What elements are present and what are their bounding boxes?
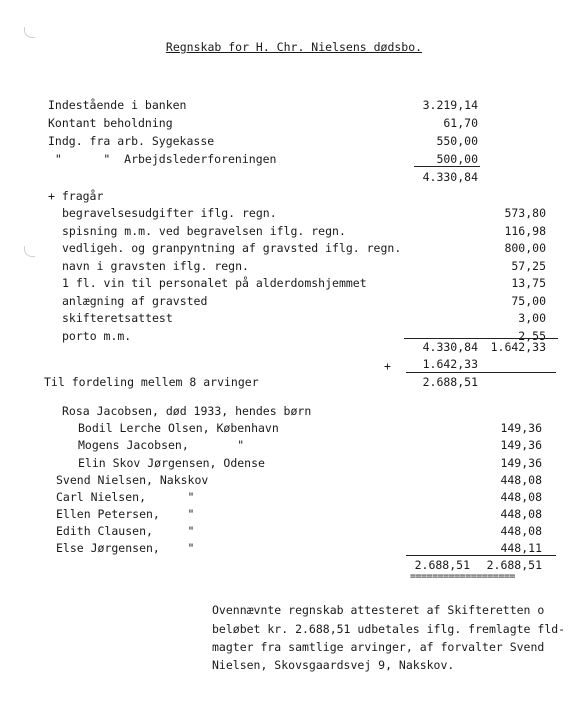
closing-line: Ovennævnte regnskab attesteret af Skifteretten o [212, 603, 545, 617]
heir-name: Elin Skov Jørgensen, Odense [78, 456, 265, 470]
deduction-amount: 800,00 [504, 241, 546, 255]
income-total: 4.330,84 [422, 170, 478, 184]
income-amount: 500,00 [436, 152, 478, 166]
heir-amount: 448,08 [500, 490, 542, 504]
income-label: Indg. fra arb. Sygekasse [48, 134, 215, 148]
distribution-amount: 2.688,51 [422, 375, 478, 389]
minus-amount: 1.642,33 [422, 357, 478, 371]
income-label: Indestående i banken [48, 98, 187, 112]
deduction-amount: 57,25 [511, 259, 546, 273]
income-amount: 550,00 [436, 134, 478, 148]
deduction-amount: 116,98 [504, 224, 546, 238]
final-left-total: 2.688,51 [414, 558, 470, 572]
closing-line: beløbet kr. 2.688,51 udbetales iflg. fremlagte fld- [212, 622, 566, 636]
deduction-label: 1 fl. vin til personalet på alderdomshjemmet [62, 276, 367, 290]
heir-amount: 149,36 [500, 438, 542, 452]
final-double-rule: =================== [410, 571, 515, 582]
document-title: Regnskab for H. Chr. Nielsens dødsbo. [165, 40, 423, 54]
deduction-label: porto m.m. [62, 329, 132, 343]
minus-sign: + [384, 359, 391, 373]
heir-name: Carl Nielsen, " [56, 490, 195, 504]
heir-name: Svend Nielsen, Nakskov [56, 473, 209, 487]
deductions-heading: + fragår [48, 189, 104, 203]
heir-name: Edith Clausen, " [56, 524, 195, 538]
deduction-amount: 75,00 [511, 294, 546, 308]
deduction-label: spisning m.m. ved begravelsen iflg. regn. [62, 224, 346, 238]
deduction-amount: 2,55 [518, 329, 546, 343]
heirs-group-label: Rosa Jacobsen, død 1933, hendes børn [62, 404, 312, 418]
income-label: Kontant beholdning [48, 116, 173, 130]
summary-left-total: 4.330,84 [422, 340, 478, 354]
heir-amount: 448,08 [500, 507, 542, 521]
deduction-label: anlægning af gravsted [62, 294, 208, 308]
deduction-amount: 573,80 [504, 206, 546, 220]
deduction-label: vedligeh. og granpyntning af gravsted iflg. regn. [62, 241, 402, 255]
minus-underline [406, 372, 556, 373]
income-label: " " Arbejdslederforeningen [48, 152, 277, 166]
heir-name: Ellen Petersen, " [56, 507, 195, 521]
punch-mark-middle [24, 246, 35, 257]
final-right-total: 2.688,51 [486, 558, 542, 572]
summary-right-total: 1.642,33 [490, 340, 546, 354]
deduction-amount: 3,00 [518, 311, 546, 325]
heir-amount: 448,11 [500, 541, 542, 555]
heirs-underline [406, 555, 556, 556]
income-amount: 3.219,14 [422, 98, 478, 112]
heir-name: Mogens Jacobsen, " [78, 438, 245, 452]
deduction-label: begravelsesudgifter iflg. regn. [62, 206, 277, 220]
heir-amount: 448,08 [500, 524, 542, 538]
heir-name: Else Jørgensen, " [56, 541, 195, 555]
closing-line: Nielsen, Skovsgaardsvej 9, Nakskov. [212, 658, 455, 672]
punch-mark-top [24, 27, 35, 38]
closing-line: magter fra samtlige arvinger, af forvalter Svend [212, 640, 545, 654]
deduction-label: navn i gravsten iflg. regn. [62, 259, 249, 273]
income-underline [414, 166, 480, 167]
heir-name: Bodil Lerche Olsen, København [78, 421, 279, 435]
deduction-amount: 13,75 [511, 276, 546, 290]
deduction-label: skifteretsattest [62, 311, 173, 325]
heir-amount: 149,36 [500, 421, 542, 435]
heir-amount: 448,08 [500, 473, 542, 487]
distribution-label: Til fordeling mellem 8 arvinger [44, 375, 259, 389]
deductions-underline [404, 338, 558, 339]
income-amount: 61,70 [443, 116, 478, 130]
heir-amount: 149,36 [500, 456, 542, 470]
